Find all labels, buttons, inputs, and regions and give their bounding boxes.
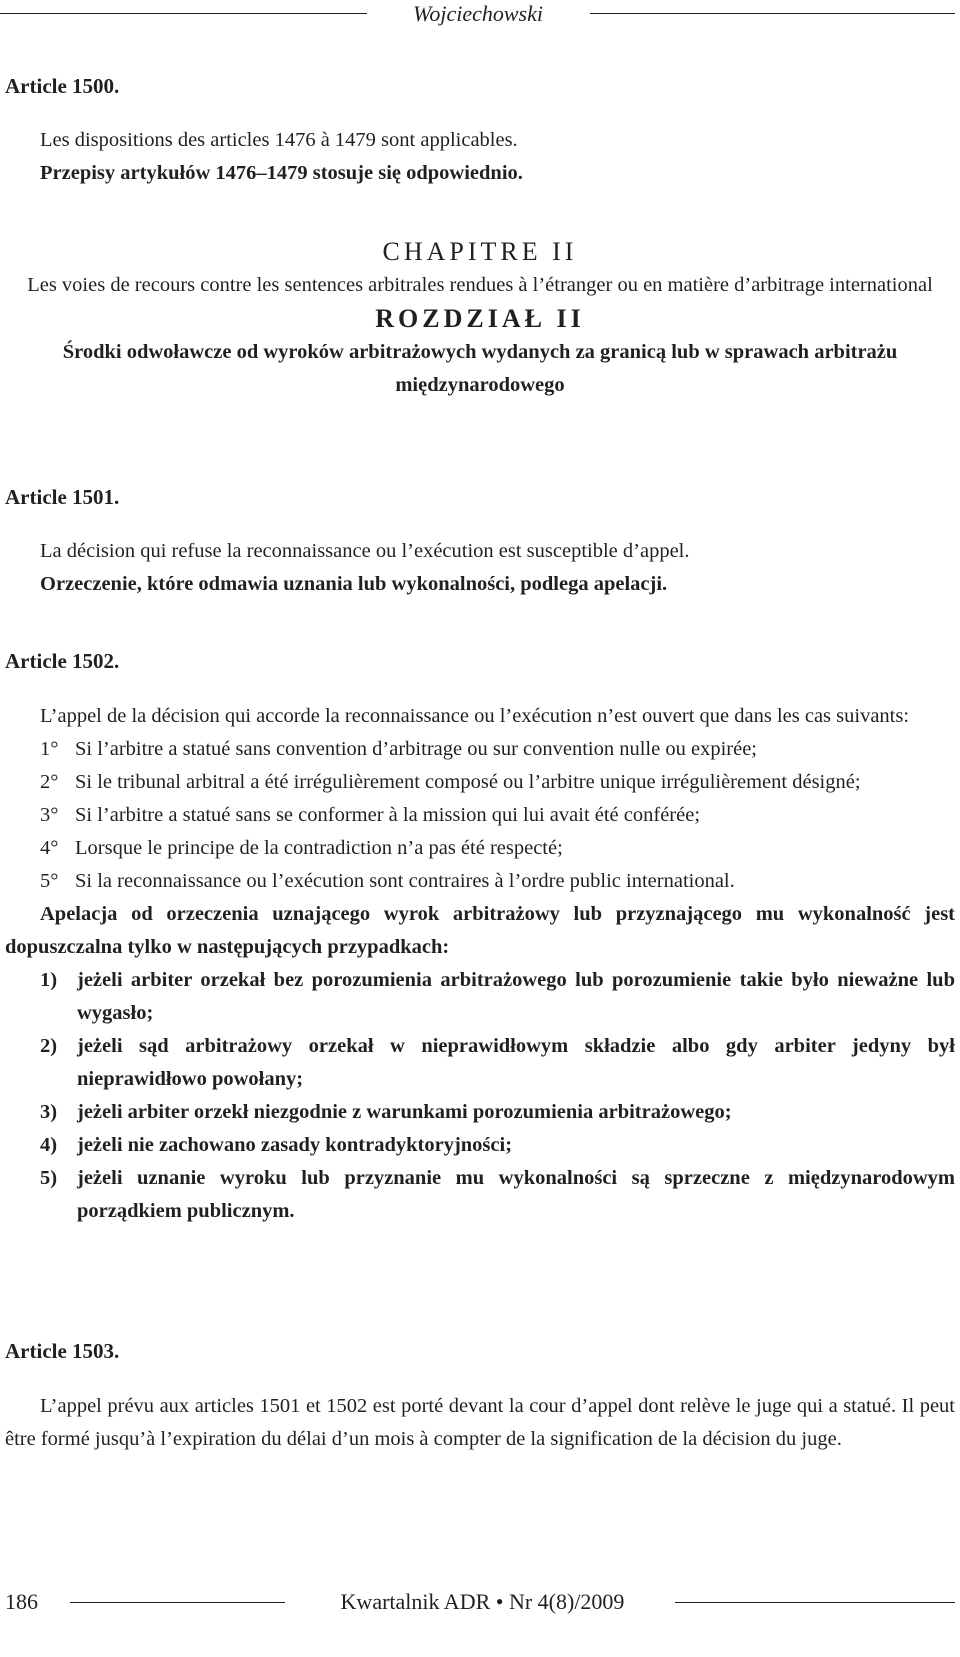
article-text-fr: L’appel prévu aux articles 1501 et 1502 est porté devant la cour d’appel dont relève le juge qui a statué. Il peut être formé jusqu’à l’expiration du délai d’un mois à compter de la signification de la décision du juge. [5, 1395, 955, 1450]
list-item-text: jeżeli sąd arbitrażowy orzekał w nieprawidłowym składzie albo gdy arbiter jedyny był nieprawidłowo powołany; [77, 1035, 955, 1090]
polish-case-list [5, 964, 955, 1228]
article-title: Article 1501. [5, 485, 120, 509]
list-item [5, 766, 955, 799]
page-number: 186 [5, 1589, 38, 1614]
header-rule-right [590, 13, 955, 14]
article-1503 [5, 1335, 955, 1368]
list-item [5, 832, 955, 865]
french-case-list [5, 733, 955, 898]
list-item-text: jeżeli arbiter orzekał bez porozumienia arbitrażowego lub porozumienie takie było nieważne lub wygasło; [77, 969, 955, 1024]
article-text-pl: Przepisy artykułów 1476–1479 stosuje się odpowiednio. [40, 162, 523, 184]
chapter-title-fr: Les voies de recours contre les sentences arbitrales rendues à l’étranger ou en matière d’arbitrage international [27, 274, 933, 296]
list-item-number: 3) [40, 1101, 58, 1123]
list-item [5, 1030, 955, 1096]
article-1500 [5, 70, 955, 103]
list-item-text: Si le tribunal arbitral a été irrégulièrement composé ou l’arbitre unique irrégulièrement désigné; [75, 771, 861, 793]
list-item [5, 1162, 955, 1228]
list-item-text: Si la reconnaissance ou l’exécution sont contraires à l’ordre public international. [75, 870, 735, 892]
list-item-number: 1° [40, 738, 59, 760]
list-item-number: 5) [40, 1167, 58, 1189]
page-footer [0, 1586, 960, 1626]
list-item [5, 1096, 955, 1129]
article-1503-body [5, 1390, 955, 1456]
running-header [0, 0, 960, 30]
chapter-heading [5, 235, 955, 402]
list-item-number: 1) [40, 969, 58, 991]
list-item-text: jeżeli uznanie wyroku lub przyznanie mu wykonalności są sprzeczne z międzynarodowym porządkiem publicznym. [77, 1167, 955, 1222]
article-title: Article 1503. [5, 1339, 120, 1363]
list-item-number: 5° [40, 870, 59, 892]
article-1502 [5, 645, 955, 678]
list-item [5, 964, 955, 1030]
running-head-author: Wojciechowski [413, 1, 543, 26]
list-item-text: Si l’arbitre a statué sans se conformer à la mission qui lui avait été conférée; [75, 804, 701, 826]
list-item [5, 1129, 955, 1162]
article-1500-body [5, 124, 955, 190]
article-text-fr: La décision qui refuse la reconnaissance ou l’exécution est susceptible d’appel. [40, 540, 690, 562]
article-title: Article 1500. [5, 74, 120, 98]
article-1502-body [5, 700, 955, 1228]
journal-citation: Kwartalnik ADR • Nr 4(8)/2009 [340, 1589, 625, 1614]
list-item [5, 865, 955, 898]
article-intro-fr: L’appel de la décision qui accorde la reconnaissance ou l’exécution n’est ouvert que dans les cas suivants: [40, 705, 910, 727]
article-1501 [5, 481, 955, 514]
list-item-text: Si l’arbitre a statué sans convention d’arbitrage ou sur convention nulle ou expirée; [75, 738, 757, 760]
article-text-fr: Les dispositions des articles 1476 à 1479 sont applicables. [40, 129, 518, 151]
list-item [5, 733, 955, 766]
list-item-number: 2) [40, 1035, 58, 1057]
footer-rule-right [675, 1602, 955, 1603]
chapter-title-pl: Środki odwoławcze od wyroków arbitrażowych wydanych za granicą lub w sprawach arbitrażu międzynarodowego [62, 341, 898, 396]
article-1501-body [5, 535, 955, 601]
list-item-text: Lorsque le principe de la contradiction n’a pas été respecté; [75, 837, 563, 859]
article-intro-pl: Apelacja od orzeczenia uznającego wyrok arbitrażowy lub przyznającego mu wykonalność jest dopuszczalna tylko w następujących przypadkach: [5, 903, 955, 958]
list-item [5, 799, 955, 832]
list-item-number: 4) [40, 1134, 58, 1156]
list-item-number: 3° [40, 804, 59, 826]
header-rule-left [0, 13, 367, 14]
chapter-heading-fr: CHAPITRE II [382, 237, 578, 266]
article-title: Article 1502. [5, 649, 120, 673]
chapter-heading-pl: ROZDZIAŁ II [375, 304, 585, 333]
article-text-pl: Orzeczenie, które odmawia uznania lub wykonalności, podlega apelacji. [40, 573, 668, 595]
list-item-number: 2° [40, 771, 59, 793]
footer-rule-left [70, 1602, 285, 1603]
list-item-number: 4° [40, 837, 59, 859]
list-item-text: jeżeli arbiter orzekł niezgodnie z warunkami porozumienia arbitrażowego; [77, 1101, 732, 1123]
list-item-text: jeżeli nie zachowano zasady kontradyktoryjności; [77, 1134, 513, 1156]
